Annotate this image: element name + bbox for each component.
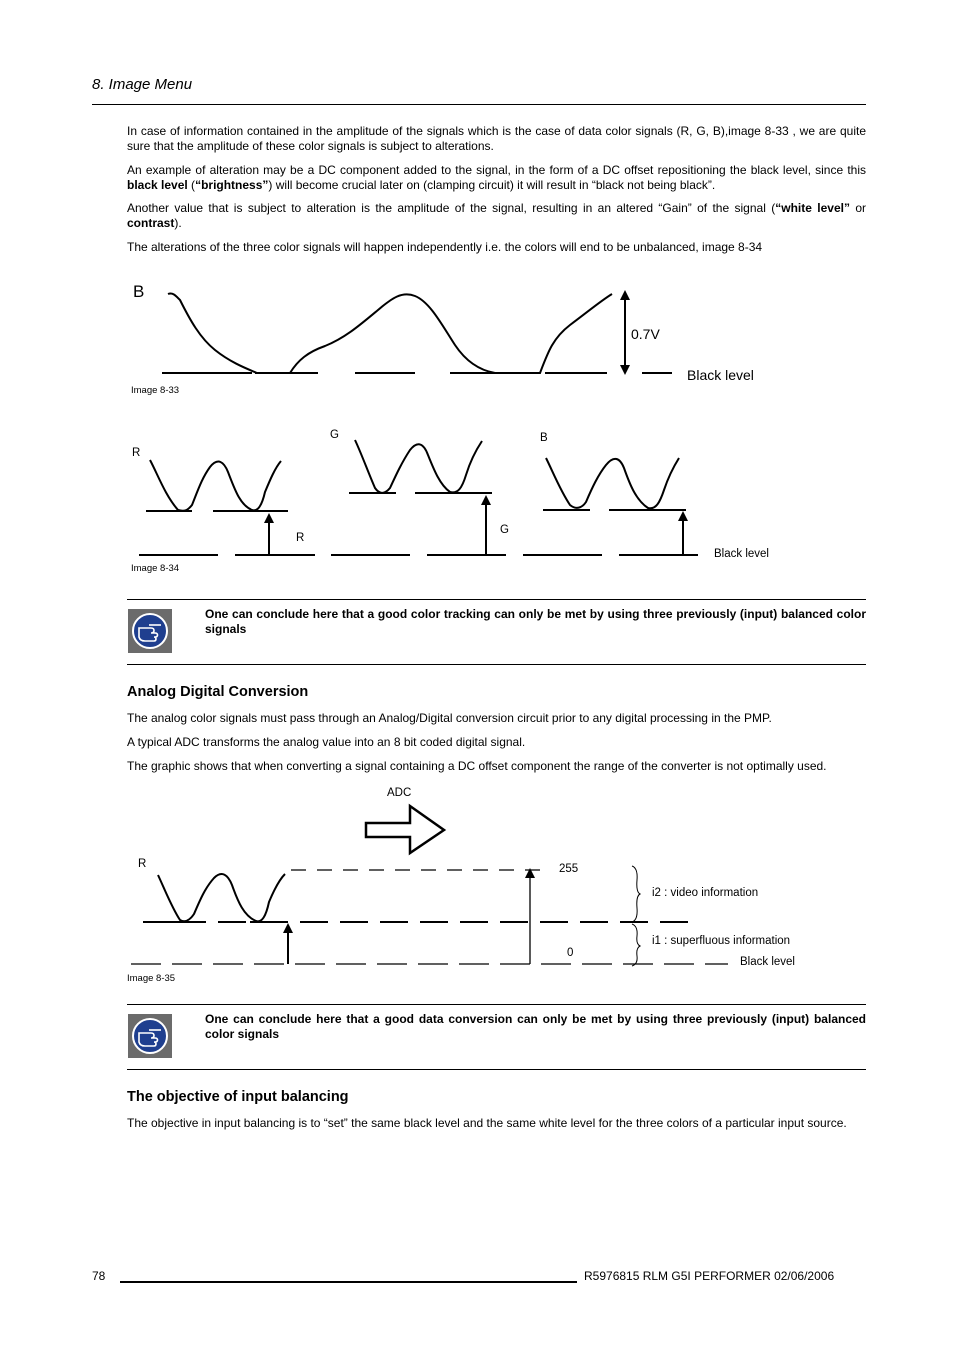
page-number: 78 [92, 1269, 106, 1283]
note-box-2 [127, 1004, 866, 1070]
fig833-amplitude-label: 0.7V [631, 326, 660, 342]
section-header: 8. Image Menu [92, 76, 193, 93]
fig834-caption: Image 8-34 [131, 563, 180, 574]
balancing-paragraph-1: The objective in input balancing is to “set” the same black level and the same white level for the three colors of a particular input source. [127, 1116, 847, 1130]
note-text-1: One can conclude here that a good color tracking can only be met by using three previously (input) balanced color signals [205, 607, 866, 636]
document-reference: R5976815 RLM G5I PERFORMER 02/06/2006 [584, 1269, 835, 1283]
fig834-r-offset-label: R [296, 532, 305, 544]
adc-paragraph-1: The analog color signals must pass through an Analog/Digital conversion circuit prior to any digital processing in the PMP. [127, 711, 772, 725]
fig835-i1-label: i1 : superfluous information [652, 935, 791, 947]
fig833-black-level-label: Black level [687, 367, 754, 383]
adc-paragraph-2: A typical ADC transforms the analog value into an 8 bit coded digital signal. [127, 735, 526, 749]
fig835-adc-label: ADC [387, 787, 412, 799]
fig835-r-label: R [138, 858, 147, 870]
fig835-black-level-label: Black level [740, 956, 795, 968]
intro-paragraph-2: An example of alteration may be a DC component added to the signal, in the form of a DC offset repositioning the black level, since this black level (“brightness”) will become crucial later on (clamping circuit) it will result in “black not being black”. [127, 163, 866, 192]
fig834-g-label: G [330, 429, 339, 441]
note-bottom-rule [127, 1069, 866, 1070]
fig834-g-offset-label: G [500, 524, 509, 536]
fig835-i2-label: i2 : video information [652, 887, 759, 899]
fig833-signal-label: B [133, 282, 145, 301]
fig833-caption: Image 8-33 [131, 385, 180, 396]
intro-paragraph-1: In case of information contained in the amplitude of the signals which is the case of data color signals (R, G, B),image 8-33 , we are quite sure that the amplitude of these color signals is subject to alterations. [127, 124, 866, 153]
fig835-caption: Image 8-35 [127, 973, 176, 984]
intro-paragraph-3: Another value that is subject to alteration is the amplitude of the signal, resulting in an altered “Gain” of the signal (“white level” or contrast). [127, 201, 866, 230]
section-title-balancing: The objective of input balancing [127, 1089, 349, 1105]
footer-rule [120, 1281, 577, 1283]
fig834-black-level-label: Black level [714, 548, 769, 560]
fig834-r-label: R [132, 447, 141, 459]
pointing-hand-icon [128, 1014, 172, 1058]
note-top-rule [127, 1004, 866, 1005]
note-text-2: One can conclude here that a good data conversion can only be met by using three previously (input) balanced color signals [205, 1012, 866, 1041]
intro-paragraph-4: The alterations of the three color signals will happen independently i.e. the colors will end to be unbalanced, image 8-34 [127, 240, 763, 254]
fig835-min-label: 0 [567, 947, 574, 959]
adc-paragraph-3: The graphic shows that when converting a signal containing a DC offset component the range of the converter is not optimally used. [127, 759, 827, 773]
section-title-adc: Analog Digital Conversion [127, 684, 309, 700]
fig834-b-label: B [540, 432, 548, 444]
fig835-max-label: 255 [559, 863, 579, 875]
